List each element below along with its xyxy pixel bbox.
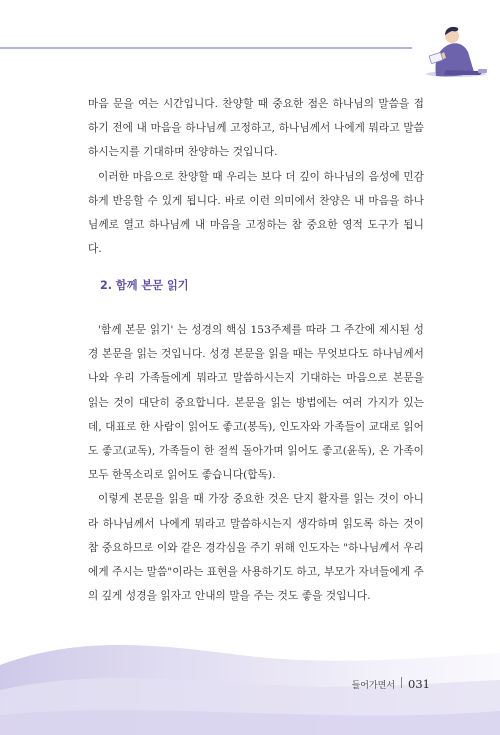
page-number: 031 [408, 677, 430, 691]
section-heading: 2. 함께 본문 읽기 [100, 279, 189, 292]
paragraph: 마음 문을 여는 시간입니다. 찬양할 때 중요한 점은 하나님의 말씀을 접하기 전에 내 마음을 하나님께 고정하고, 하나님께서 나에게 뭐라고 말씀하시는지를 기대하며 찬양하는 것입니다. [88, 98, 424, 159]
person-praying-illustration [408, 14, 494, 78]
page-info [352, 677, 430, 691]
paragraph: '함께 본문 읽기' 는 성경의 핵심 153주제를 따라 그 주간에 제시된 성경 본문을 읽는 것입니다. 성경 본문을 읽을 때는 무엇보다도 하나님께서 나와 우리 가족들에게 뭐라고 말씀하시는지 기대하는 마음으로 본문을 읽는 것이 대단히 중요합니다. 본문을 읽는 방법에는 여러 가지가 있는데, 대표로 한 사람이 읽어도 좋고(봉독), 인도자와 가족들이 교대로 읽어도 좋고(교독), 가족들이 한 절씩 돌아가며 읽어도 좋고(윤독), 온 가족이 모두 한목소리로 읽어도 좋습니다(합독). [88, 324, 424, 482]
header-rule [0, 47, 412, 49]
page-separator [401, 677, 402, 688]
running-title: 들어가면서 [351, 681, 396, 691]
body-text-block [88, 318, 424, 608]
intro-text-block [88, 92, 424, 261]
paragraph: 이러한 마음으로 찬양할 때 우리는 보다 더 깊이 하나님의 음성에 민감하게 반응할 수 있게 됩니다. 바로 이런 의미에서 찬양은 내 마음을 하나님께로 열고 하나님께 내 마음을 고정하는 참 중요한 영적 도구가 됩니다. [88, 170, 424, 256]
paragraph: 이렇게 본문을 읽을 때 가장 중요한 것은 단지 활자를 읽는 것이 아니라 하나님께서 나에게 뭐라고 말씀하시는지 생각하며 읽도록 하는 것이 참 중요하므로 이와 같은 경각심을 주기 위해 인도자는 "하나님께서 우리에게 주시는 말씀"이라는 표현을 사용하기도 하고, 부모가 자녀들에게 주의 깊게 성경을 읽자고 안내의 말을 주는 것도 좋을 것입니다. [88, 493, 424, 603]
